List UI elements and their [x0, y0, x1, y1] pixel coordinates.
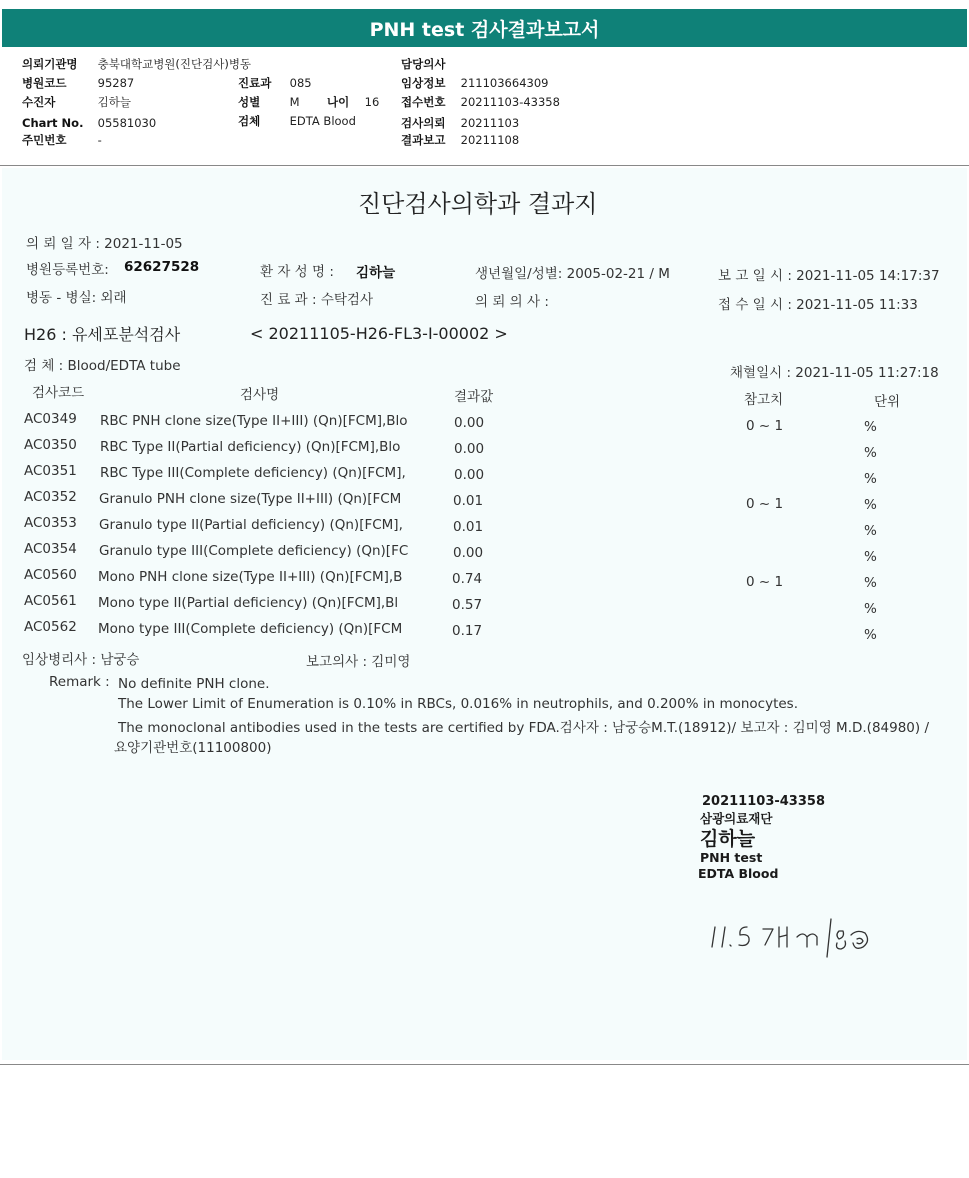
info-patient: 수진자 김하늘 [22, 95, 131, 109]
order-info [0, 55, 969, 165]
row-result: 0.57 [452, 597, 483, 613]
row-name: RBC PNH clone size(Type II+III) (Qn)[FCM],Blo [100, 413, 408, 429]
result-report [2, 168, 967, 1060]
row-result: 0.17 [452, 623, 483, 639]
row-name: Granulo type III(Complete deficiency) (Qn)[FC [99, 543, 409, 559]
specimen-label-stamp [696, 786, 826, 886]
info-department: 진료과 085 [238, 76, 312, 90]
reporting-doctor: 보고의사 : 김미영 [306, 654, 411, 670]
row-code: AC0352 [24, 489, 77, 505]
row-unit: % [864, 601, 877, 617]
lab-technician: 임상병리사 : 남궁승 [22, 652, 140, 668]
row-code: AC0350 [24, 437, 77, 453]
request-date: 의 뢰 일 자 : 2021-11-05 [26, 236, 183, 252]
row-unit: % [864, 549, 877, 565]
row-unit: % [864, 627, 877, 643]
report-datetime: 보 고 일 시 : 2021-11-05 14:17:37 [718, 268, 940, 284]
row-name: Granulo PNH clone size(Type II+III) (Qn)[FCM [99, 491, 402, 507]
row-result: 0.00 [454, 467, 485, 483]
row-code: AC0353 [24, 515, 77, 531]
row-result: 0.00 [454, 441, 485, 457]
stamp-institution: 삼광의료재단 [700, 811, 773, 826]
info-clinical: 임상정보 211103664309 [401, 76, 549, 90]
row-result: 0.74 [452, 571, 483, 587]
stamp-receipt-no: 20211103-43358 [702, 794, 825, 809]
remark-label: Remark : [49, 674, 110, 690]
patient-name: 김하늘 [356, 265, 396, 281]
remark-line: The Lower Limit of Enumeration is 0.10% in RBCs, 0.016% in neutrophils, and 0.200% in monocytes. [118, 696, 799, 712]
row-unit: % [864, 445, 877, 461]
col-reference: 참고치 [744, 392, 784, 408]
row-name: Mono PNH clone size(Type II+III) (Qn)[FCM],B [98, 569, 403, 585]
registration-label: 병원등록번호: [26, 262, 109, 278]
row-code: AC0561 [24, 593, 77, 609]
row-code: AC0351 [24, 463, 77, 479]
test-section: H26 : 유세포분석검사 [24, 325, 181, 344]
collection-datetime: 채혈일시 : 2021-11-05 11:27:18 [730, 365, 939, 381]
row-name: Granulo type II(Partial deficiency) (Qn)[FCM], [99, 517, 403, 533]
info-doctor: 담당의사 [401, 57, 446, 71]
remark-line: No definite PNH clone. [118, 676, 270, 692]
row-result: 0.01 [453, 519, 484, 535]
top-border [0, 0, 969, 8]
row-code: AC0354 [24, 541, 77, 557]
row-reference: 0 ~ 1 [746, 418, 784, 434]
remark-line: The monoclonal antibodies used in the tests are certified by FDA.검사자 : 남궁승M.T.(18912)/ 보고자 : 김미영 M.D.(84980) / [118, 720, 929, 736]
row-unit: % [864, 497, 877, 513]
row-code: AC0560 [24, 567, 77, 583]
info-sex: 성별 M [238, 95, 300, 109]
row-unit: % [864, 523, 877, 539]
footer-divider [0, 1064, 969, 1065]
requesting-doctor: 의 뢰 의 사 : [475, 294, 549, 310]
row-name: Mono type III(Complete deficiency) (Qn)[FCM [98, 621, 403, 637]
dob-sex: 생년월일/성별: 2005-02-21 / M [475, 266, 670, 282]
row-unit: % [864, 575, 877, 591]
remark-line: 요양기관번호(11100800) [114, 740, 272, 756]
registration-number: 62627528 [124, 259, 200, 275]
row-name: Mono type II(Partial deficiency) (Qn)[FCM],Bl [98, 595, 399, 611]
stamp-test: PNH test [700, 850, 763, 865]
page-title: PNH test 검사결과보고서 [2, 9, 967, 47]
department: 진 료 과 : 수탁검사 [260, 292, 374, 308]
row-unit: % [864, 419, 877, 435]
row-result: 0.00 [454, 415, 485, 431]
info-request-date: 검사의뢰 20211103 [401, 116, 520, 130]
row-code: AC0349 [24, 411, 77, 427]
info-specimen: 검체 EDTA Blood [238, 114, 356, 128]
row-code: AC0562 [24, 619, 77, 635]
info-age: 나이 16 [327, 95, 380, 109]
row-result: 0.01 [453, 493, 484, 509]
patient-name-label: 환 자 성 명 : [260, 264, 334, 280]
handwritten-signature [707, 913, 897, 963]
row-name: RBC Type II(Partial deficiency) (Qn)[FCM],Blo [100, 439, 401, 455]
row-result: 0.00 [453, 545, 484, 561]
info-hospital-code: 병원코드 95287 [22, 76, 135, 90]
col-name: 검사명 [240, 387, 280, 403]
info-chart-no: Chart No. 05581030 [22, 116, 157, 130]
row-reference: 0 ~ 1 [746, 574, 784, 590]
row-name: RBC Type III(Complete deficiency) (Qn)[FCM], [100, 465, 406, 481]
stamp-specimen: EDTA Blood [698, 866, 779, 881]
info-institution: 의뢰기관명 충북대학교병원(진단검사)병동 [22, 57, 252, 71]
header-divider [0, 165, 969, 166]
info-report-date: 결과보고 20211108 [401, 133, 520, 147]
report-title: 진단검사의학과 결과지 [358, 190, 598, 218]
info-receipt-no: 접수번호 20211103-43358 [401, 95, 560, 109]
col-result: 결과값 [454, 389, 494, 405]
receipt-datetime: 접 수 일 시 : 2021-11-05 11:33 [718, 297, 918, 313]
stamp-patient-name: 김하늘 [700, 828, 756, 850]
info-resident-no: 주민번호 - [22, 133, 102, 147]
row-unit: % [864, 471, 877, 487]
col-code: 검사코드 [32, 385, 85, 401]
specimen-type: 검 체 : Blood/EDTA tube [24, 358, 181, 374]
row-reference: 0 ~ 1 [746, 496, 784, 512]
col-unit: 단위 [874, 394, 901, 410]
accession-number: < 20211105-H26-FL3-I-00002 > [250, 324, 508, 343]
ward-room: 병동 - 병실: 외래 [26, 290, 127, 306]
